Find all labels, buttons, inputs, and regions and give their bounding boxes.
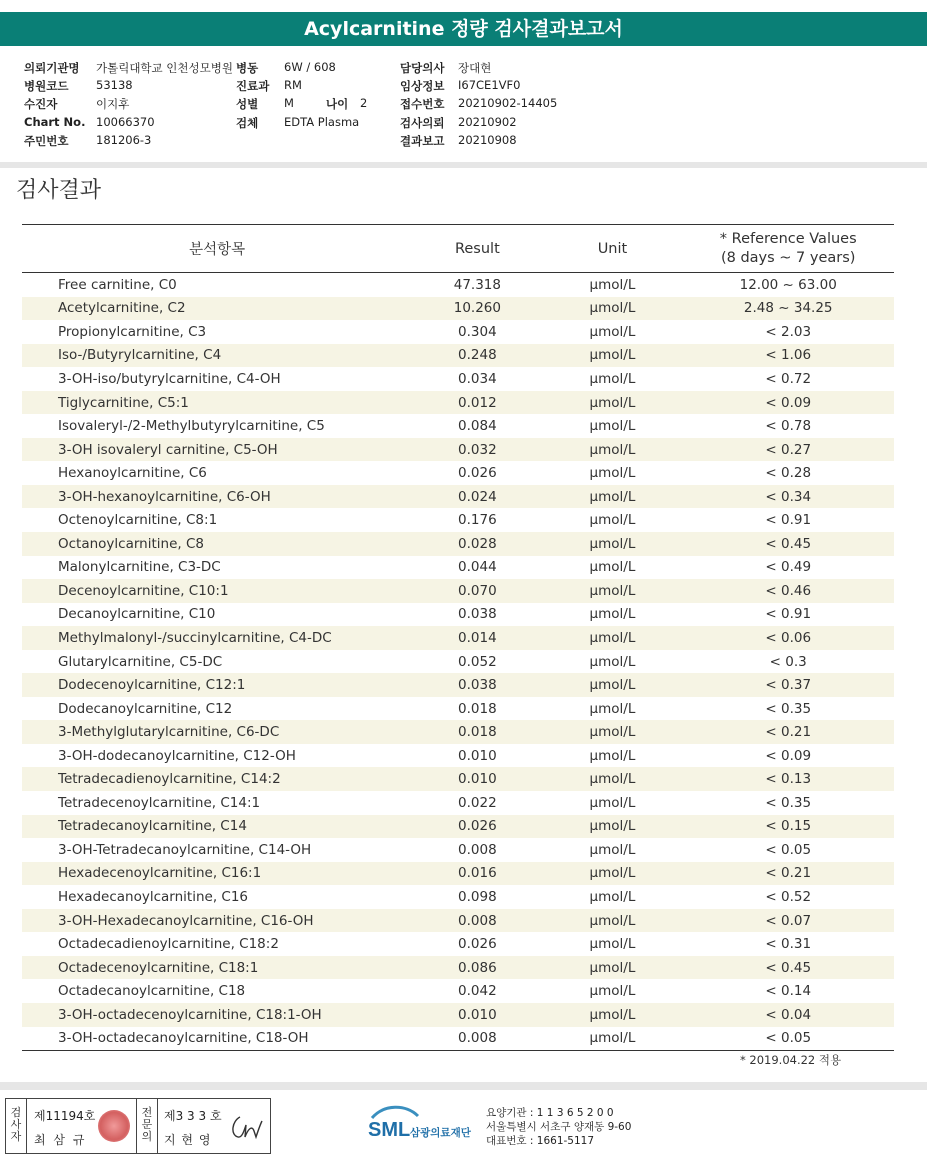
cell-result: 0.052 bbox=[458, 653, 497, 670]
cell-ref: < 0.78 bbox=[765, 418, 812, 435]
table-row bbox=[22, 862, 894, 886]
cell-name: Decenoylcarnitine, C10:1 bbox=[22, 579, 412, 603]
info-value: 장대현 bbox=[458, 61, 492, 75]
table-row bbox=[22, 626, 894, 650]
report-title: Acylcarnitine 정량 검사결과보고서 bbox=[0, 12, 927, 46]
cell-name: 3-Methylglutarylcarnitine, C6-DC bbox=[22, 720, 412, 744]
cell-name: Iso-/Butyrylcarnitine, C4 bbox=[22, 344, 412, 368]
info-value: 181206-3 bbox=[96, 133, 152, 147]
table-row bbox=[22, 391, 894, 415]
info-value: I67CE1VF0 bbox=[458, 78, 521, 92]
report-footer bbox=[0, 1094, 927, 1161]
age-label: 나이 bbox=[326, 97, 349, 111]
cell-ref: < 0.91 bbox=[765, 606, 812, 623]
table-row bbox=[22, 1003, 894, 1027]
table-row bbox=[22, 650, 894, 674]
cell-ref: < 0.45 bbox=[682, 956, 894, 980]
cell-result: 0.026 bbox=[458, 936, 497, 953]
cell-unit: μmol/L bbox=[589, 888, 636, 905]
specialist-number: 제3 3 3 호 bbox=[164, 1109, 222, 1123]
table-row bbox=[22, 1027, 894, 1051]
cell-result: 0.010 bbox=[412, 767, 542, 791]
cell-result: 0.026 bbox=[458, 465, 497, 482]
table-row bbox=[22, 461, 894, 485]
info-label: 병동 bbox=[236, 61, 259, 75]
cell-name: Dodecanoylcarnitine, C12 bbox=[58, 700, 233, 717]
cell-ref: < 0.37 bbox=[682, 673, 894, 697]
cell-unit: μmol/L bbox=[589, 747, 636, 764]
logo-text: SML bbox=[368, 1119, 411, 1141]
info-label: 수진자 bbox=[24, 97, 58, 111]
table-row bbox=[22, 673, 894, 697]
cell-unit: μmol/L bbox=[542, 767, 682, 791]
cell-unit: μmol/L bbox=[542, 485, 682, 509]
info-value: 20210902-14405 bbox=[458, 96, 558, 110]
header-reference-line2: (8 days ~ 7 years) bbox=[720, 249, 856, 266]
cell-ref: < 0.34 bbox=[682, 485, 894, 509]
cell-ref: < 0.15 bbox=[682, 815, 894, 839]
cell-unit: μmol/L bbox=[589, 465, 636, 482]
table-row bbox=[22, 508, 894, 532]
cell-ref: < 0.21 bbox=[682, 720, 894, 744]
cell-ref: < 0.45 bbox=[682, 532, 894, 556]
cell-name: Glutarylcarnitine, C5-DC bbox=[58, 653, 223, 670]
cell-unit: μmol/L bbox=[542, 720, 682, 744]
cell-unit: μmol/L bbox=[542, 344, 682, 368]
cell-unit: μmol/L bbox=[589, 276, 636, 293]
cell-name: Propionylcarnitine, C3 bbox=[58, 323, 207, 340]
table-row bbox=[22, 320, 894, 344]
patient-info bbox=[0, 48, 927, 160]
inspector-number: 제11194호 bbox=[34, 1109, 96, 1123]
table-row bbox=[22, 532, 894, 556]
cell-result: 0.012 bbox=[412, 391, 542, 415]
table-row bbox=[22, 932, 894, 956]
cell-result: 0.042 bbox=[458, 983, 497, 1000]
cell-unit: μmol/L bbox=[542, 438, 682, 462]
cell-ref: < 0.28 bbox=[765, 465, 812, 482]
cell-ref: < 0.52 bbox=[765, 888, 812, 905]
cell-result: 0.022 bbox=[458, 794, 497, 811]
cell-ref: < 0.21 bbox=[682, 862, 894, 886]
table-row bbox=[22, 273, 894, 297]
cell-name: Octanoylcarnitine, C8 bbox=[22, 532, 412, 556]
cell-name: 3-OH-hexanoylcarnitine, C6-OH bbox=[22, 485, 412, 509]
cell-unit: μmol/L bbox=[542, 956, 682, 980]
cell-ref: < 0.27 bbox=[682, 438, 894, 462]
cell-unit: μmol/L bbox=[589, 418, 636, 435]
age-value: 2 bbox=[360, 96, 368, 110]
cell-name: Free carnitine, C0 bbox=[58, 276, 177, 293]
table-row bbox=[22, 438, 894, 462]
cell-result: 0.032 bbox=[412, 438, 542, 462]
org-code: 요양기관 : 1 1 3 6 5 2 0 0 bbox=[486, 1107, 614, 1119]
cell-result: 0.086 bbox=[412, 956, 542, 980]
cell-unit: μmol/L bbox=[542, 1003, 682, 1027]
signature bbox=[228, 1111, 264, 1141]
header-unit: Unit bbox=[542, 225, 682, 273]
table-row bbox=[22, 603, 894, 627]
table-row bbox=[22, 838, 894, 862]
info-value: 20210902 bbox=[458, 115, 517, 129]
divider bbox=[0, 1082, 927, 1090]
cell-result: 0.010 bbox=[458, 747, 497, 764]
cell-result: 0.008 bbox=[412, 909, 542, 933]
cell-unit: μmol/L bbox=[589, 700, 636, 717]
info-value: 6W / 608 bbox=[284, 60, 336, 74]
cell-ref: < 0.31 bbox=[765, 936, 812, 953]
cell-name: Octadecadienoylcarnitine, C18:2 bbox=[58, 936, 279, 953]
cell-result: 0.248 bbox=[412, 344, 542, 368]
cell-ref: 12.00 ~ 63.00 bbox=[739, 276, 837, 293]
info-label: 진료과 bbox=[236, 79, 270, 93]
specialist-label: 전 문 의 bbox=[136, 1099, 158, 1153]
cell-unit: μmol/L bbox=[542, 862, 682, 886]
signature-box bbox=[5, 1098, 271, 1154]
info-value: 가톨릭대학교 인천성모병원 bbox=[96, 61, 233, 75]
cell-result: 0.016 bbox=[412, 862, 542, 886]
cell-result: 0.176 bbox=[458, 512, 497, 529]
info-value: 10066370 bbox=[96, 115, 155, 129]
cell-result: 0.038 bbox=[458, 606, 497, 623]
table-row bbox=[22, 744, 894, 768]
logo-mark-icon bbox=[366, 1104, 484, 1144]
cell-ref: < 0.06 bbox=[682, 626, 894, 650]
cell-result: 0.024 bbox=[412, 485, 542, 509]
cell-ref: < 0.09 bbox=[682, 391, 894, 415]
cell-unit: μmol/L bbox=[589, 983, 636, 1000]
info-label: 검사의뢰 bbox=[400, 116, 445, 130]
cell-ref: < 0.91 bbox=[765, 512, 812, 529]
header-reference bbox=[682, 225, 894, 273]
cell-ref: < 0.35 bbox=[765, 700, 812, 717]
cell-name: Octadecenoylcarnitine, C18:1 bbox=[22, 956, 412, 980]
logo-org-name: 삼광의료재단 bbox=[410, 1127, 471, 1139]
info-value: 이지후 bbox=[96, 97, 130, 111]
table-row bbox=[22, 579, 894, 603]
cell-name: Octenoylcarnitine, C8:1 bbox=[58, 512, 218, 529]
cell-unit: μmol/L bbox=[589, 841, 636, 858]
table-row bbox=[22, 956, 894, 980]
cell-name: Hexanoylcarnitine, C6 bbox=[58, 465, 207, 482]
info-label: 검체 bbox=[236, 116, 259, 130]
cell-unit: μmol/L bbox=[542, 1027, 682, 1051]
info-label: 담당의사 bbox=[400, 61, 445, 75]
cell-name: 3-OH-iso/butyrylcarnitine, C4-OH bbox=[58, 370, 281, 387]
cell-result: 0.026 bbox=[412, 815, 542, 839]
info-label: 주민번호 bbox=[24, 134, 69, 148]
header-reference-line1: * Reference Values bbox=[719, 230, 857, 247]
cell-result: 0.304 bbox=[458, 323, 497, 340]
table-row bbox=[22, 791, 894, 815]
cell-ref: < 2.03 bbox=[765, 323, 812, 340]
cell-ref: < 0.13 bbox=[682, 767, 894, 791]
cell-name: Tetradecadienoylcarnitine, C14:2 bbox=[22, 767, 412, 791]
cell-name: Tetradecenoylcarnitine, C14:1 bbox=[58, 794, 261, 811]
cell-unit: μmol/L bbox=[589, 559, 636, 576]
cell-name: Acetylcarnitine, C2 bbox=[22, 297, 412, 321]
cell-result: 0.034 bbox=[458, 370, 497, 387]
cell-unit: μmol/L bbox=[589, 653, 636, 670]
organization-info bbox=[486, 1106, 631, 1148]
cell-ref: < 0.07 bbox=[682, 909, 894, 933]
cell-result: 0.038 bbox=[412, 673, 542, 697]
org-address: 서울특별시 서초구 양재동 9-60 bbox=[486, 1121, 632, 1133]
specialist-name: 지 현 영 bbox=[164, 1133, 212, 1147]
cell-name: 3-OH isovaleryl carnitine, C5-OH bbox=[22, 438, 412, 462]
table-row bbox=[22, 697, 894, 721]
table-row bbox=[22, 485, 894, 509]
cell-name: 3-OH-octadecanoylcarnitine, C18-OH bbox=[22, 1027, 412, 1051]
header-name: 분석항목 bbox=[22, 225, 412, 273]
cell-name: 3-OH-Hexadecanoylcarnitine, C16-OH bbox=[22, 909, 412, 933]
info-value: EDTA Plasma bbox=[284, 115, 360, 129]
cell-unit: μmol/L bbox=[542, 532, 682, 556]
cell-unit: μmol/L bbox=[589, 323, 636, 340]
cell-unit: μmol/L bbox=[542, 673, 682, 697]
cell-result: 0.084 bbox=[458, 418, 497, 435]
cell-name: 3-OH-Tetradecanoylcarnitine, C14-OH bbox=[58, 841, 312, 858]
info-label: 병원코드 bbox=[24, 79, 69, 93]
cell-name: Tetradecanoylcarnitine, C14 bbox=[22, 815, 412, 839]
cell-ref: < 0.05 bbox=[765, 841, 812, 858]
cell-ref: < 0.05 bbox=[682, 1027, 894, 1051]
cell-name: Hexadecanoylcarnitine, C16 bbox=[58, 888, 249, 905]
cell-result: 0.070 bbox=[412, 579, 542, 603]
cell-name: 3-OH-dodecanoylcarnitine, C12-OH bbox=[58, 747, 296, 764]
cell-unit: μmol/L bbox=[589, 370, 636, 387]
cell-ref: < 0.14 bbox=[765, 983, 812, 1000]
cell-name: 3-OH-octadecenoylcarnitine, C18:1-OH bbox=[22, 1003, 412, 1027]
cell-unit: μmol/L bbox=[542, 909, 682, 933]
cell-ref: < 1.06 bbox=[682, 344, 894, 368]
cell-ref: < 0.09 bbox=[765, 747, 812, 764]
table-row bbox=[22, 720, 894, 744]
divider bbox=[0, 162, 927, 168]
cell-result: 0.028 bbox=[412, 532, 542, 556]
cell-unit: μmol/L bbox=[542, 297, 682, 321]
info-label: 접수번호 bbox=[400, 97, 445, 111]
cell-unit: μmol/L bbox=[589, 936, 636, 953]
cell-result: 0.014 bbox=[412, 626, 542, 650]
info-label: Chart No. bbox=[24, 115, 86, 129]
results-table bbox=[22, 224, 894, 1051]
cell-name: Octadecanoylcarnitine, C18 bbox=[58, 983, 246, 1000]
table-row bbox=[22, 367, 894, 391]
reference-note: * 2019.04.22 적용 bbox=[740, 1053, 842, 1067]
table-row bbox=[22, 885, 894, 909]
info-value: 20210908 bbox=[458, 133, 517, 147]
table-row bbox=[22, 414, 894, 438]
cell-ref: < 0.3 bbox=[769, 653, 807, 670]
cell-result: 10.260 bbox=[412, 297, 542, 321]
cell-unit: μmol/L bbox=[542, 815, 682, 839]
cell-name: Malonylcarnitine, C3-DC bbox=[58, 559, 221, 576]
cell-name: Methylmalonyl-/succinylcarnitine, C4-DC bbox=[22, 626, 412, 650]
cell-ref: < 0.46 bbox=[682, 579, 894, 603]
cell-unit: μmol/L bbox=[589, 512, 636, 529]
info-label: 결과보고 bbox=[400, 134, 445, 148]
cell-result: 0.018 bbox=[412, 720, 542, 744]
cell-result: 0.008 bbox=[412, 1027, 542, 1051]
cell-ref: < 0.49 bbox=[765, 559, 812, 576]
cell-result: 0.018 bbox=[458, 700, 497, 717]
cell-unit: μmol/L bbox=[542, 391, 682, 415]
cell-result: 0.010 bbox=[412, 1003, 542, 1027]
info-label: 성별 bbox=[236, 97, 259, 111]
cell-result: 0.008 bbox=[458, 841, 497, 858]
info-label: 임상정보 bbox=[400, 79, 445, 93]
cell-name: Decanoylcarnitine, C10 bbox=[58, 606, 216, 623]
info-label: 의뢰기관명 bbox=[24, 61, 80, 75]
seal-stamp bbox=[98, 1110, 130, 1142]
cell-unit: μmol/L bbox=[589, 794, 636, 811]
inspector-label: 검 사 자 bbox=[6, 1099, 27, 1153]
table-row bbox=[22, 909, 894, 933]
cell-ref: < 0.72 bbox=[765, 370, 812, 387]
table-row bbox=[22, 297, 894, 321]
cell-result: 0.044 bbox=[458, 559, 497, 576]
cell-name: Dodecenoylcarnitine, C12:1 bbox=[22, 673, 412, 697]
sml-logo bbox=[366, 1104, 484, 1148]
table-row bbox=[22, 767, 894, 791]
cell-name: Hexadecenoylcarnitine, C16:1 bbox=[22, 862, 412, 886]
cell-ref: 2.48 ~ 34.25 bbox=[682, 297, 894, 321]
table-row bbox=[22, 815, 894, 839]
table-row bbox=[22, 556, 894, 580]
inspector-name: 최 삼 규 bbox=[34, 1133, 87, 1147]
cell-unit: μmol/L bbox=[542, 626, 682, 650]
cell-ref: < 0.35 bbox=[765, 794, 812, 811]
cell-result: 0.098 bbox=[458, 888, 497, 905]
info-value: M bbox=[284, 96, 294, 110]
table-row bbox=[22, 344, 894, 368]
cell-name: Tiglycarnitine, C5:1 bbox=[22, 391, 412, 415]
org-phone: 대표번호 : 1661-5117 bbox=[486, 1135, 595, 1147]
cell-unit: μmol/L bbox=[542, 579, 682, 603]
table-header-row bbox=[22, 225, 894, 273]
cell-result: 47.318 bbox=[453, 276, 501, 293]
info-value: RM bbox=[284, 78, 302, 92]
section-title: 검사결과 bbox=[16, 178, 102, 203]
table-row bbox=[22, 979, 894, 1003]
cell-ref: < 0.04 bbox=[682, 1003, 894, 1027]
info-value: 53138 bbox=[96, 78, 133, 92]
header-result: Result bbox=[412, 225, 542, 273]
cell-unit: μmol/L bbox=[589, 606, 636, 623]
cell-name: Isovaleryl-/2-Methylbutyrylcarnitine, C5 bbox=[58, 418, 325, 435]
